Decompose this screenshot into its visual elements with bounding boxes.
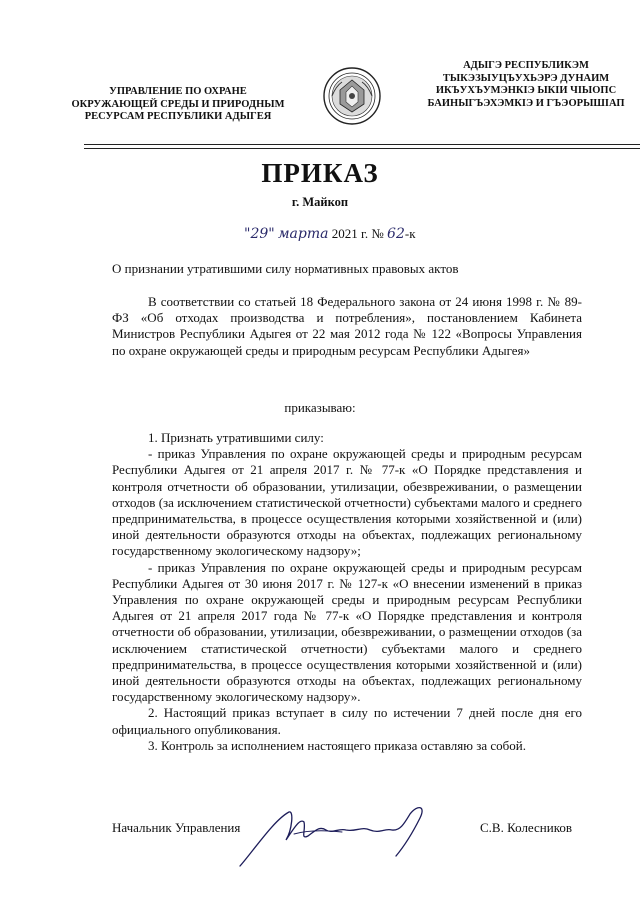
header-divider — [84, 144, 640, 145]
order-item: - приказ Управления по охране окружающей среды и природным ресурсам Республики Адыгея от 30 июня 2017 г. № 127-к «О внесении изменений в приказ Управления по охране окружающей среды и природным ресурсам Республики Адыгея от 21 апреля 2017 года № 77-к «О Порядке представления и контроля отчетности об образовании, утилизации, обезвреживании, о размещении отходов (за исключением статистической отчетности) субъектами малого и среднего предпринимательства, в процессе осуществления которыми хозяйственной и (или) иной деятельности образуются отходы на объектах, подлежащих региональному государственному экологическому надзору». — [112, 559, 582, 705]
signatory-name: С.В. Колесников — [480, 820, 573, 835]
header-left-line: УПРАВЛЕНИЕ ПО ОХРАНЕ — [109, 86, 247, 97]
header-left — [58, 86, 298, 124]
header-right-line: ИКЪУХЪУМЭНКIЭ ЫКIИ ЧIЫОПС — [435, 85, 617, 96]
header-left-line: ОКРУЖАЮЩЕЙ СРЕДЫ И ПРИРОДНЫМ — [71, 98, 285, 110]
order-item: 2. Настоящий приказ вступает в силу по истечении 7 дней после дня его официального опубликования. — [112, 705, 582, 737]
order-item: 1. Признать утратившими силу: — [148, 430, 324, 445]
header-right — [412, 60, 640, 110]
handwritten-signature — [234, 800, 444, 870]
document-number-suffix: -к — [404, 226, 416, 241]
document-title: ПРИКАЗ — [261, 158, 379, 188]
document-date — [244, 226, 416, 242]
header-right-line: АДЫГЭ РЕСПУБЛИКЭМ — [463, 60, 589, 71]
date-year: 2021 г. № — [331, 226, 384, 241]
document-city: г. Майкоп — [291, 195, 349, 209]
document-number: 62 — [387, 226, 405, 242]
header-right-line: БАИНЫГЪЭХЭМКIЭ И ГЪЭОРЫШIАП — [427, 97, 625, 109]
coat-of-arms-icon — [322, 66, 382, 126]
header-divider — [84, 148, 640, 149]
order-item: - приказ Управления по охране окружающей среды и природным ресурсам Республики Адыгея от 21 апреля 2017 г. № 77-к «О Порядке представления и контроля отчетности об образовании, утилизации, обезвреживании, о размещении отходов (за исключением статистической отчетности) субъектами малого и среднего предпринимательства, в процессе осуществления которыми хозяйственной и (или) иной деятельности образуются отходы на объектах, подлежащих региональному государственному экологическому надзору»; — [112, 446, 582, 559]
signatory-role: Начальник Управления — [112, 820, 241, 835]
document-subject: О признании утратившими силу нормативных правовых актов — [112, 261, 459, 276]
preamble-paragraph: В соответствии со статьей 18 Федерального закона от 24 июня 1998 г. № 89-ФЗ «Об отходах производства и потребления», постановлением Кабинета Министров Республики Адыгея от 22 мая 2012 года № 122 «Вопросы Управления по охране окружающей среды и природным ресурсам Республики Адыгея» — [112, 294, 582, 358]
header-right-line: ТЫКЭЗЫУЦЪУХЬЭРЭ ДУНАИМ — [442, 72, 610, 84]
date-month: марта — [277, 226, 329, 242]
order-items — [112, 430, 582, 754]
order-item: 3. Контроль за исполнением настоящего приказа оставляю за собой. — [148, 737, 526, 753]
header-left-line: РЕСУРСАМ РЕСПУБЛИКИ АДЫГЕЯ — [84, 111, 272, 122]
date-day: "29" — [244, 226, 275, 242]
order-word: приказываю: — [284, 400, 356, 415]
